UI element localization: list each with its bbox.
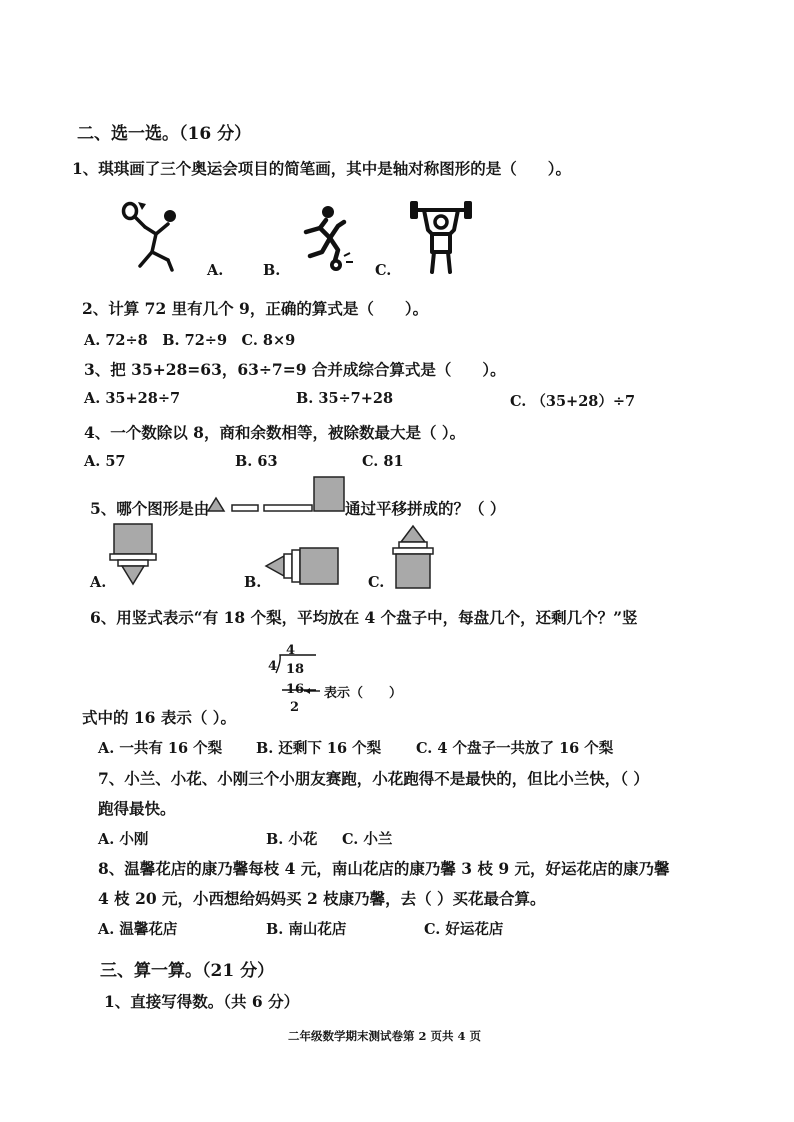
page-footer: 二年级数学期末测试卷第 2 页共 4 页 [288, 1029, 482, 1043]
q6-option-b[interactable]: B. 还剩下 16 个梨 [256, 740, 382, 757]
q1-option-c[interactable]: C. [375, 262, 392, 279]
q7-option-c[interactable]: C. 小兰 [342, 831, 393, 848]
q7-option-a[interactable]: A. 小刚 [98, 831, 149, 848]
question-6-stem: 6、用竖式表示“有 18 个梨，平均放在 4 个盘子中，每盘几个，还剩几个？”竖 [90, 608, 638, 627]
question-7-stem-2: 跑得最快。 [98, 799, 176, 818]
q5-option-b[interactable]: B. [244, 574, 262, 591]
divisor: 4 [268, 659, 278, 674]
q5-shape-a[interactable] [108, 522, 158, 586]
product: 16 [286, 682, 305, 697]
question-8-stem: 8、温馨花店的康乃馨每枝 4 元，南山花店的康乃馨 3 枝 9 元，好运花店的康乃馨 [98, 859, 670, 878]
q2-options[interactable]: A. 72÷8 B. 72÷9 C. 8×9 [84, 332, 296, 349]
q1-option-b[interactable]: B. [263, 262, 281, 279]
question-8-stem-2: 4 枝 20 元，小西想给妈妈买 2 枝康乃馨，去（ ）买花最合算。 [98, 889, 546, 908]
weightlifter-icon [408, 200, 474, 274]
q3-option-b[interactable]: B. 35÷7+28 [296, 390, 394, 407]
remainder: 2 [290, 700, 300, 715]
soccer-player-icon [300, 204, 358, 272]
q6-option-c[interactable]: C. 4 个盘子一共放了 16 个梨 [416, 740, 614, 757]
long-rectangle-piece [264, 505, 312, 511]
badminton-player-icon [118, 200, 190, 272]
section-heading-3: 三、算一算。（21 分） [100, 961, 275, 981]
arrow-icon [304, 686, 324, 696]
triangle-piece [208, 498, 224, 511]
question-6-stem-2: 式中的 16 表示（ ）。 [82, 708, 237, 727]
arrow-label: 表示（ ） [324, 686, 403, 701]
question-4-stem: 4、一个数除以 8，商和余数相等，被除数最大是（ ）。 [84, 423, 466, 442]
question-3-stem: 3、把 35+28=63，63÷7=9 合并成综合算式是（ ）。 [84, 360, 506, 379]
quotient: 4 [286, 643, 296, 658]
q5-option-c[interactable]: C. [368, 574, 385, 591]
q5-option-a[interactable]: A. [90, 574, 107, 591]
question-5-stem-start: 5、哪个图形是由 [90, 499, 210, 518]
q3-option-a[interactable]: A. 35+28÷7 [84, 390, 181, 407]
q8-option-a[interactable]: A. 温馨花店 [98, 921, 178, 938]
section-heading: 二、选一选。（16 分） [77, 124, 252, 144]
q4-option-b[interactable]: B. 63 [235, 453, 278, 470]
q5-component-shapes [206, 473, 346, 513]
question-1-stem: 1、琪琪画了三个奥运会项目的简笔画，其中是轴对称图形的是（ ）。 [72, 159, 572, 178]
question-7-stem: 7、小兰、小花、小刚三个小朋友赛跑，小花跑得不是最快的，但比小兰快，（ ） [98, 769, 649, 788]
q6-option-a[interactable]: A. 一共有 16 个梨 [98, 740, 223, 757]
q7-option-b[interactable]: B. 小花 [266, 831, 318, 848]
dividend: 18 [286, 662, 305, 677]
square-piece [314, 477, 344, 511]
q8-option-c[interactable]: C. 好运花店 [424, 921, 504, 938]
q4-option-a[interactable]: A. 57 [84, 453, 126, 470]
q1-option-a[interactable]: A. [207, 262, 224, 279]
q5-shape-c[interactable] [390, 524, 436, 590]
q8-option-b[interactable]: B. 南山花店 [266, 921, 347, 938]
q3-option-c[interactable]: C. （35+28）÷7 [510, 393, 636, 410]
question-2-stem: 2、计算 72 里有几个 9，正确的算式是（ ）。 [82, 299, 429, 318]
q4-option-c[interactable]: C. 81 [362, 453, 404, 470]
section-3-question-1: 1、直接写得数。（共 6 分） [104, 992, 300, 1011]
q5-shape-b[interactable] [264, 546, 346, 586]
question-5-stem-end: 通过平移拼成的？（ ） [345, 499, 506, 518]
small-rectangle-piece [232, 505, 258, 511]
